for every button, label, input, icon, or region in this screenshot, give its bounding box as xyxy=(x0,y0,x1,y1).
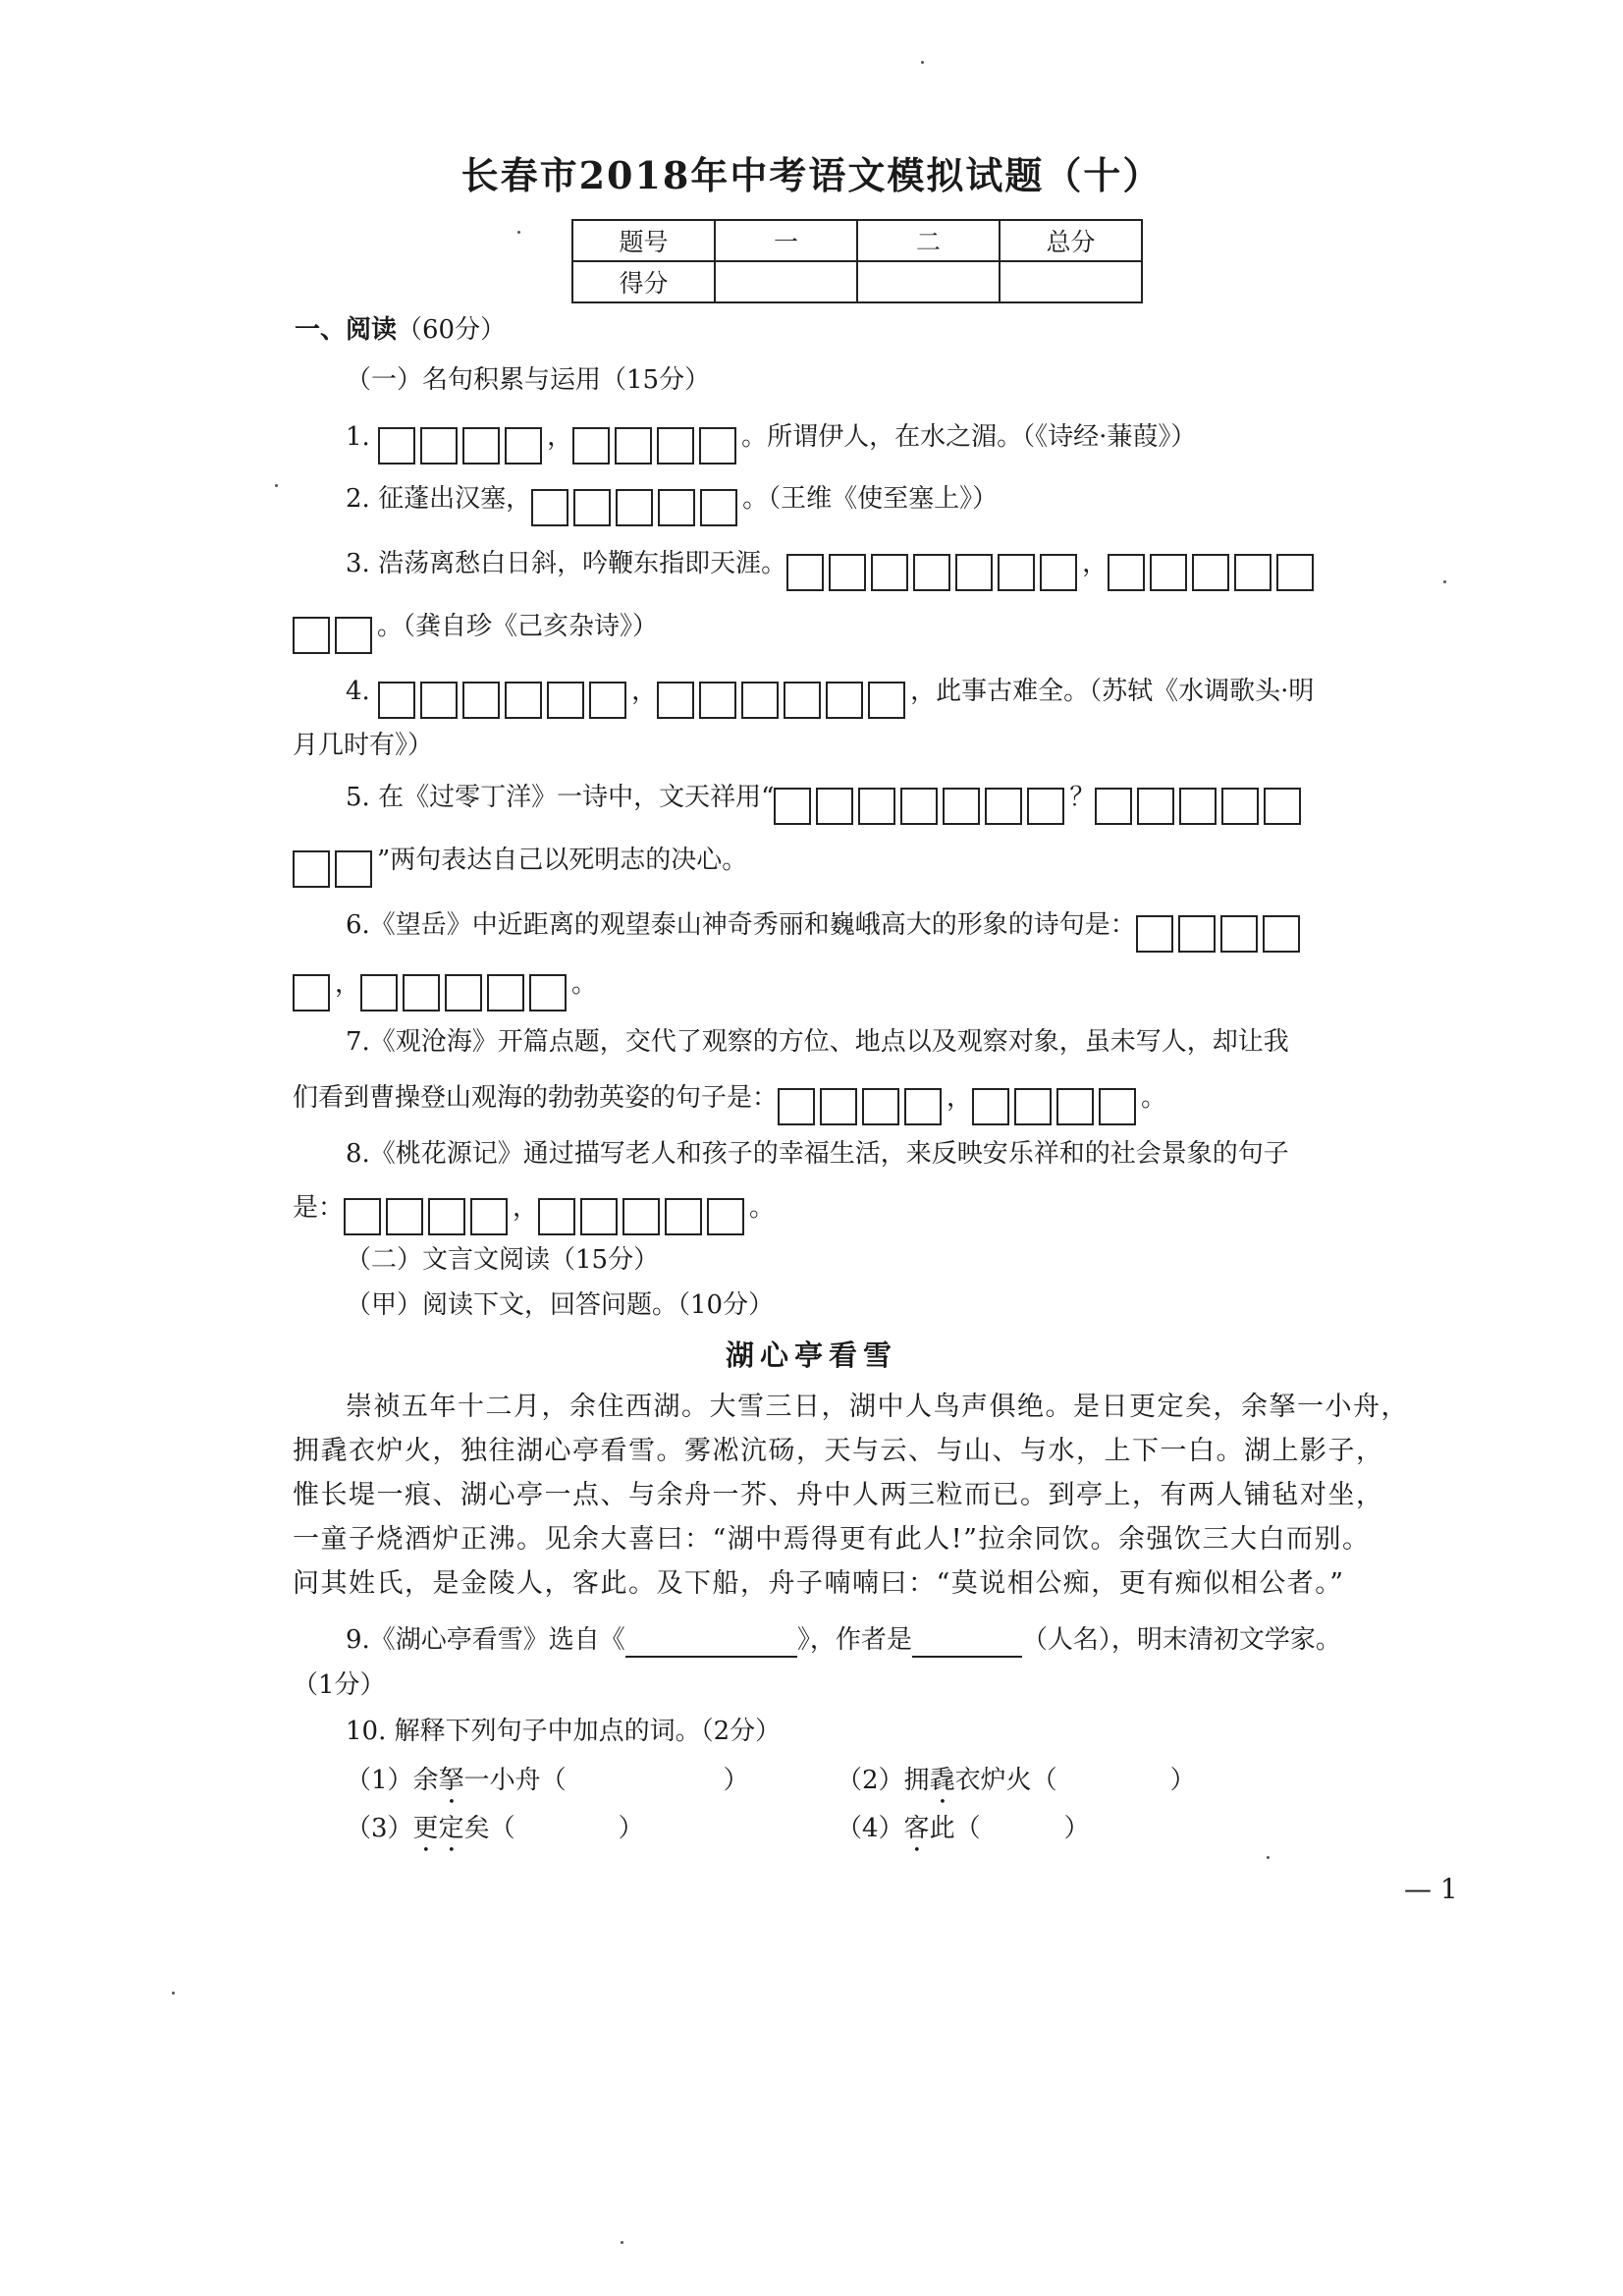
question-9-points: （1分） xyxy=(293,1670,386,1700)
author-blank[interactable] xyxy=(912,1626,1022,1658)
item-text: 一小舟（ xyxy=(463,1766,567,1795)
question-2 xyxy=(346,481,998,526)
question-7-cont xyxy=(293,1080,1166,1125)
answer-boxes[interactable] xyxy=(293,617,377,654)
question-3 xyxy=(346,546,1319,591)
answer-boxes[interactable] xyxy=(378,682,631,719)
part-heading: （一）名句积累与运用（15分） xyxy=(346,365,711,395)
q10-item xyxy=(346,1811,644,1858)
answer-boxes[interactable] xyxy=(360,974,571,1011)
question-10: 10. 解释下列句子中加点的词。（2分） xyxy=(346,1717,782,1746)
answer-boxes[interactable] xyxy=(572,427,741,465)
question-text: 们看到曹操登山观海的勃勃英姿的句子是： xyxy=(293,1083,779,1113)
question-7: 7.《观沧海》开篇点题，交代了观察的方位、地点以及观察对象，虽未写人，却让我 xyxy=(346,1027,1289,1057)
item-text: 余 xyxy=(412,1766,439,1795)
score-table-cell: 题号 xyxy=(572,220,715,261)
question-text: 9.《湖心亭看雪》选自《 xyxy=(346,1625,625,1655)
question-number: 4. xyxy=(346,677,370,706)
question-6 xyxy=(346,907,1305,953)
item-text: ） xyxy=(1169,1766,1196,1795)
punct: ， xyxy=(513,1193,539,1223)
question-4-cont: 月几时有》） xyxy=(293,731,434,760)
answer-boxes[interactable] xyxy=(972,1088,1141,1125)
question-text: 6.《望岳》中近距离的观望泰山神奇秀丽和巍峨高大的形象的诗句是： xyxy=(346,910,1136,940)
scan-speck xyxy=(621,2241,623,2244)
item-number: （1） xyxy=(346,1766,413,1795)
question-text: 。 xyxy=(1141,1083,1167,1113)
question-text: ”两句表达自己以死明志的决心。 xyxy=(377,846,748,875)
passage-line: 拥毳衣炉火，独往湖心亭看雪。雾凇沆砀，天与云、与山、与水，上下一白。湖上影子， xyxy=(293,1436,1384,1466)
item-text: ） xyxy=(723,1766,749,1795)
question-1 xyxy=(346,419,1196,465)
part-heading: （二）文言文阅读（15分） xyxy=(346,1245,660,1275)
punct: ， xyxy=(947,1083,973,1113)
question-text: 。所谓伊人，在水之湄。（《诗经·蒹葭》） xyxy=(741,422,1197,452)
score-table-score-row xyxy=(572,261,1142,302)
dotted-word: 客 xyxy=(903,1814,930,1843)
answer-boxes[interactable] xyxy=(1108,554,1319,591)
score-table-header-row xyxy=(572,220,1142,261)
dotted-word: 更定 xyxy=(412,1814,464,1843)
answer-boxes[interactable] xyxy=(774,788,1069,825)
item-text: ） xyxy=(618,1814,644,1843)
question-8: 8.《桃花源记》通过描写老人和孩子的幸福生活，来反映安乐祥和的社会景象的句子 xyxy=(346,1139,1289,1169)
scan-speck xyxy=(1267,1856,1270,1859)
item-text: 矣（ xyxy=(463,1814,515,1843)
answer-boxes[interactable] xyxy=(1136,915,1305,953)
item-text: 拥 xyxy=(903,1766,930,1795)
score-table-cell: 得分 xyxy=(572,261,715,302)
score-table-cell: 一 xyxy=(715,220,857,261)
q10-item xyxy=(837,1811,1090,1858)
answer-boxes[interactable] xyxy=(657,682,910,719)
scan-speck xyxy=(921,61,924,64)
page-number: — 1 xyxy=(1404,1873,1458,1905)
q10-item xyxy=(837,1763,1196,1810)
question-text: 》，作者是 xyxy=(796,1625,912,1655)
section-points: （60分） xyxy=(397,315,507,345)
passage-line: 问其姓氏，是金陵人，客此。及下船，舟子喃喃曰：“莫说相公痴，更有痴似相公者。” xyxy=(293,1568,1345,1599)
part-subheading: （甲）阅读下文，回答问题。（10分） xyxy=(346,1290,775,1320)
punct: ， xyxy=(547,422,573,452)
answer-boxes[interactable] xyxy=(778,1088,947,1125)
question-8-cont xyxy=(293,1190,775,1235)
book-title-blank[interactable] xyxy=(625,1626,797,1658)
passage-body xyxy=(293,1385,1422,1606)
item-text: 衣炉火（ xyxy=(954,1766,1057,1795)
item-text: ） xyxy=(1063,1814,1090,1843)
dotted-word: 毳 xyxy=(929,1766,955,1795)
passage-line: 崇祯五年十二月，余住西湖。大雪三日，湖中人鸟声俱绝。是日更定矣，余拏一小舟， xyxy=(346,1392,1409,1422)
punct: ， xyxy=(1082,549,1109,578)
question-text: 。（龚自珍《己亥杂诗》） xyxy=(377,612,659,641)
scan-speck xyxy=(172,1992,175,1995)
answer-boxes[interactable] xyxy=(538,1198,749,1235)
question-text: 是： xyxy=(293,1193,345,1223)
answer-boxes[interactable] xyxy=(531,489,742,526)
question-text: 。 xyxy=(571,969,598,999)
question-text: ，此事古难全。（苏轼《水调歌头·明 xyxy=(910,677,1315,706)
passage-line: 一童子烧酒炉正沸。见余大喜曰：“湖中焉得更有此人!”拉余同饮。余强饮三大白而别。 xyxy=(293,1524,1371,1555)
item-number: （2） xyxy=(837,1766,904,1795)
item-text: 此（ xyxy=(929,1814,981,1843)
score-table-cell: 二 xyxy=(857,220,1000,261)
answer-boxes[interactable] xyxy=(293,850,377,888)
question-text: 5. 在《过零丁洋》一诗中，文天祥用“ xyxy=(346,783,775,812)
question-3-cont xyxy=(293,609,658,654)
q10-item xyxy=(346,1763,749,1810)
question-6-cont xyxy=(293,966,597,1011)
passage-title: 湖心亭看雪 xyxy=(725,1339,897,1372)
section-heading xyxy=(295,312,506,348)
question-5 xyxy=(346,780,1306,825)
punct: ， xyxy=(631,677,658,706)
question-text: 3. 浩荡离愁白日斜，吟鞭东指即天涯。 xyxy=(346,549,787,578)
item-number: （3） xyxy=(346,1814,413,1843)
score-input-cell[interactable] xyxy=(715,261,857,302)
question-9 xyxy=(346,1622,1341,1658)
scan-speck xyxy=(517,231,520,234)
scan-speck xyxy=(1443,580,1446,583)
passage-line: 惟长堤一痕、湖心亭一点、与余舟一芥、舟中人两三粒而已。到亭上，有两人铺毡对坐， xyxy=(293,1480,1384,1510)
item-number: （4） xyxy=(837,1814,904,1843)
score-table xyxy=(571,219,1143,303)
score-table-cell: 总分 xyxy=(1000,220,1142,261)
dotted-word: 拏 xyxy=(438,1766,464,1795)
punct: ， xyxy=(335,969,361,999)
score-input-cell[interactable] xyxy=(857,261,1000,302)
question-text: 。 xyxy=(749,1193,776,1223)
answer-boxes[interactable] xyxy=(293,974,335,1011)
question-4 xyxy=(346,674,1314,719)
score-input-cell[interactable] xyxy=(1000,261,1142,302)
answer-boxes[interactable] xyxy=(344,1198,513,1235)
answer-boxes[interactable] xyxy=(786,554,1082,591)
answer-boxes[interactable] xyxy=(378,427,547,465)
section-title: 一、阅读 xyxy=(295,315,398,345)
question-text: （人名），明末清初文学家。 xyxy=(1021,1625,1341,1655)
question-5-cont xyxy=(293,843,747,888)
question-text: 2. 征蓬出汉塞， xyxy=(346,484,532,514)
answer-boxes[interactable] xyxy=(1095,788,1306,825)
page-title: 长春市2018年中考语文模拟试题（十） xyxy=(460,153,1163,197)
punct: ？ xyxy=(1069,783,1096,812)
scan-speck xyxy=(275,484,278,487)
question-text: 。（王维《使至塞上》） xyxy=(742,484,999,514)
question-number: 1. xyxy=(346,422,370,452)
